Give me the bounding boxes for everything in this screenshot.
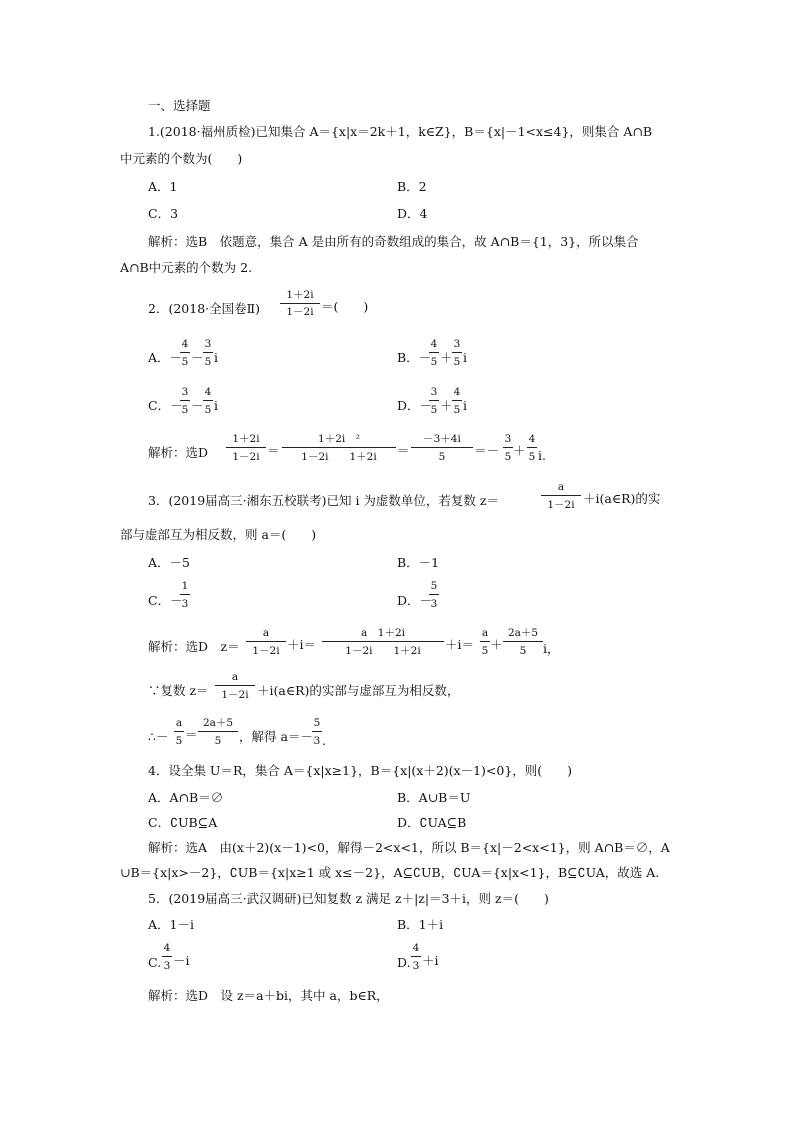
q2-sol-frac4-bar [503, 447, 513, 448]
q1-stem-line2: 中元素的个数为( ) [120, 151, 243, 166]
q3-solution-prefix: 解析：选D z＝ [148, 639, 240, 654]
q2-sol-plus: ＋ [513, 443, 526, 458]
q3-stem-prefix: 3．(2019届高三·湘东五校联考)已知 i 为虚数单位，若复数 z＝ [148, 493, 499, 508]
q3-therefore-end: . [322, 733, 326, 748]
q5-option-a: A．1－i [148, 917, 194, 932]
q2-sol-eq1: ＝ [267, 443, 280, 458]
q1-stem-line1: 1.(2018·福州质检)已知集合 A＝{x|x＝2k＋1，k∈Z}，B＝{x|－1<x≤4}，则集合 A∩B [148, 124, 653, 139]
q3-sol-frac1-bar [246, 641, 286, 642]
q3-sol-part4: i， [543, 641, 560, 656]
q2-option-a-prefix: A．－ [148, 350, 183, 365]
q3-therefore-frac3-den: 3 [313, 735, 321, 747]
q2-sol-frac4-den: 5 [504, 451, 512, 463]
q3-sol-part1: ＋i＝ [287, 637, 316, 652]
q2-option-d-bar2 [452, 400, 462, 401]
q3-sol-frac1-num: a [262, 627, 270, 639]
q5-option-d-prefix: D. [397, 955, 411, 970]
q3-therefore-eq: ＝ [185, 727, 198, 742]
q5-option-c-suffix: －i [173, 953, 190, 968]
q2-option-a-den1: 5 [181, 356, 189, 368]
q2-option-d-suffix: i [463, 398, 467, 413]
q3-because-frac-bar [215, 685, 255, 686]
q2-sol-tail: i. [538, 448, 546, 463]
q2-stem-numerator: 1＋2i [286, 289, 314, 301]
q5-option-c-prefix: C. [148, 955, 162, 970]
q3-option-c-den: 3 [181, 598, 189, 610]
q3-therefore-prefix: ∴－ [148, 729, 169, 744]
q3-option-c-prefix: C．－ [148, 593, 183, 608]
q5-solution: 解析：选D 设 z＝a＋bi，其中 a，b∈R， [148, 988, 389, 1003]
q5-option-d-bar [411, 956, 421, 957]
q1-option-d: D．4 [397, 206, 428, 221]
q3-because-frac-num: a [231, 671, 239, 683]
q2-option-a-den2: 5 [204, 356, 212, 368]
q2-sol-frac3-num: －3＋4i [423, 433, 461, 445]
q2-option-a-suffix: i [214, 350, 218, 365]
q5-option-c-bar [162, 956, 172, 957]
q4-option-b: B．A∪B＝U [397, 790, 471, 805]
q4-solution-line2: ∪B＝{x|x>－2}，∁UB＝{x|x≥1 或 x≤－2}，A⊆∁UB，∁UA＝{x|x<1}，B⊆∁UA，故选 A. [120, 865, 660, 880]
q2-sol-eq2: ＝ [397, 443, 410, 458]
q3-therefore-frac2-bar [198, 731, 238, 732]
q2-option-b-num1: 4 [430, 338, 438, 350]
section-title: 一、选择题 [148, 98, 211, 113]
q2-option-c-suffix: i [214, 398, 218, 413]
q4-option-c: C．∁UB⊆A [148, 815, 218, 830]
q2-sol-frac5-den: 5 [528, 451, 536, 463]
q2-sol-eq3: ＝－ [474, 443, 500, 458]
q2-option-b-bar1 [429, 352, 439, 353]
q1-option-b: B．2 [397, 179, 427, 194]
q3-because-suffix: ＋i(a∈R)的实部与虚部互为相反数， [257, 683, 460, 698]
q2-option-d-den2: 5 [453, 404, 461, 416]
q2-option-b-prefix: B．－ [397, 350, 432, 365]
q3-option-d-num: 5 [430, 580, 438, 592]
q2-stem-fraction-bar [280, 303, 320, 304]
q2-option-a-num2: 3 [204, 338, 212, 350]
q3-option-a: A．－5 [148, 555, 190, 570]
q2-sol-frac2-num: 1＋2i ² [318, 433, 360, 445]
q3-sol-frac3-num: a [481, 627, 489, 639]
q3-therefore-frac3-num: 5 [313, 717, 321, 729]
q4-option-a: A．A∩B＝∅ [148, 790, 224, 805]
q2-stem-denominator: 1－2i [286, 306, 314, 318]
q2-option-a-op: － [191, 350, 204, 365]
q3-stem-frac-num: a [557, 481, 565, 493]
q2-option-a-num1: 4 [181, 338, 189, 350]
q2-option-a-bar1 [180, 352, 190, 353]
q2-solution-prefix: 解析：选D [148, 445, 209, 460]
q5-stem: 5．(2019届高三·武汉调研)已知复数 z 满足 z＋|z|＝3＋i，则 z＝( ) [148, 891, 549, 906]
q2-option-c-prefix: C．－ [148, 398, 183, 413]
q3-sol-frac4-den: 5 [519, 645, 527, 657]
q2-stem-prefix: 2．(2018·全国卷Ⅱ) [148, 301, 260, 316]
q2-sol-frac3-bar [411, 447, 473, 448]
q2-sol-frac1-num: 1＋2i [232, 433, 260, 445]
q1-option-a: A．1 [148, 179, 178, 194]
q1-solution-line2: A∩B中元素的个数为 2. [120, 260, 253, 275]
q2-sol-frac5-bar [527, 447, 537, 448]
q2-option-c-bar1 [180, 400, 190, 401]
q2-sol-frac1-den: 1－2i [232, 451, 260, 463]
q3-option-d-den: 3 [430, 598, 438, 610]
q2-option-c-num2: 4 [204, 386, 212, 398]
q2-option-b-bar2 [452, 352, 462, 353]
q3-sol-part2: ＋i＝ [445, 637, 474, 652]
q5-option-d-num: 4 [412, 942, 420, 954]
q3-sol-frac2-den: 1－2i 1＋2i [345, 645, 421, 657]
q3-because-frac-den: 1－2i [221, 689, 249, 701]
q2-option-d-bar1 [429, 400, 439, 401]
q3-therefore-frac1-num: a [175, 717, 183, 729]
q2-option-b-num2: 3 [453, 338, 461, 350]
q2-option-d-num1: 3 [430, 386, 438, 398]
q5-option-b: B．1＋i [397, 917, 444, 932]
q1-solution-line1: 解析：选B 依题意，集合 A 是由所有的奇数组成的集合，故 A∩B＝{1，3}，所以集合 [148, 234, 639, 249]
q3-option-c-num: 1 [181, 580, 189, 592]
q2-option-c-num1: 3 [181, 386, 189, 398]
q3-option-d-bar [429, 594, 439, 595]
q3-stem-line2: 部与虚部互为相反数，则 a＝( ) [120, 527, 317, 542]
q5-option-d-suffix: ＋i [422, 953, 439, 968]
q5-option-d-den: 3 [412, 960, 420, 972]
q3-stem-frac-den: 1－2i [547, 499, 575, 511]
q1-option-c: C．3 [148, 206, 179, 221]
q2-option-c-bar2 [203, 400, 213, 401]
q2-sol-frac5-num: 4 [528, 433, 536, 445]
q3-sol-frac4-bar [503, 641, 543, 642]
q4-option-d: D．∁UA⊆B [397, 815, 467, 830]
q3-sol-frac4-num: 2a＋5 [507, 627, 539, 639]
q3-sol-part3: ＋ [490, 637, 503, 652]
q3-therefore-frac1-bar [174, 731, 184, 732]
q2-option-b-op: ＋ [440, 350, 453, 365]
q2-option-b-den1: 5 [430, 356, 438, 368]
q2-option-c-den1: 5 [181, 404, 189, 416]
q3-sol-frac2-bar [322, 641, 444, 642]
q4-stem: 4．设全集 U＝R，集合 A＝{x|x≥1}，B＝{x|(x＋2)(x－1)<0}，则( ) [148, 763, 573, 778]
q2-option-b-suffix: i [463, 350, 467, 365]
q3-sol-frac1-den: 1－2i [252, 645, 280, 657]
q2-option-c-den2: 5 [204, 404, 212, 416]
q2-sol-frac2-den: 1－2i 1＋2i [301, 451, 377, 463]
q2-sol-frac4-num: 3 [504, 433, 512, 445]
q4-solution-line1: 解析：选A 由(x＋2)(x－1)<0，解得－2<x<1，所以 B＝{x|－2<x<1}，则 A∩B＝∅，A [148, 840, 670, 855]
q3-therefore-frac3-bar [312, 731, 322, 732]
q2-stem-suffix: ＝( ) [321, 299, 369, 314]
q2-option-c-op: － [191, 398, 204, 413]
q2-option-d-num2: 4 [453, 386, 461, 398]
q3-option-d-prefix: D．－ [397, 593, 433, 608]
q3-option-b: B．－1 [397, 555, 440, 570]
q3-sol-frac3-den: 5 [481, 645, 489, 657]
q2-option-d-op: ＋ [440, 398, 453, 413]
q3-stem-frac-bar [541, 495, 581, 496]
q3-because-prefix: ∵复数 z＝ [148, 683, 209, 698]
q3-sol-frac3-bar [480, 641, 490, 642]
q2-sol-frac2-bar [282, 447, 396, 448]
q3-option-c-bar [180, 594, 190, 595]
q3-therefore-frac1-den: 5 [175, 735, 183, 747]
q3-sol-frac2-num: a 1＋2i [361, 627, 405, 639]
q2-option-d-den1: 5 [430, 404, 438, 416]
q5-option-c-den: 3 [163, 960, 171, 972]
q3-therefore-frac2-den: 5 [214, 735, 222, 747]
q3-therefore-suffix: ，解得 a＝－ [239, 729, 313, 744]
q3-therefore-frac2-num: 2a＋5 [202, 717, 234, 729]
q2-sol-frac1-bar [226, 447, 266, 448]
q2-option-d-prefix: D．－ [397, 398, 433, 413]
q2-sol-frac3-den: 5 [438, 451, 446, 463]
q3-stem-suffix: ＋i(a∈R)的实 [583, 491, 661, 506]
q5-option-c-num: 4 [163, 942, 171, 954]
q2-option-b-den2: 5 [453, 356, 461, 368]
q2-option-a-bar2 [203, 352, 213, 353]
